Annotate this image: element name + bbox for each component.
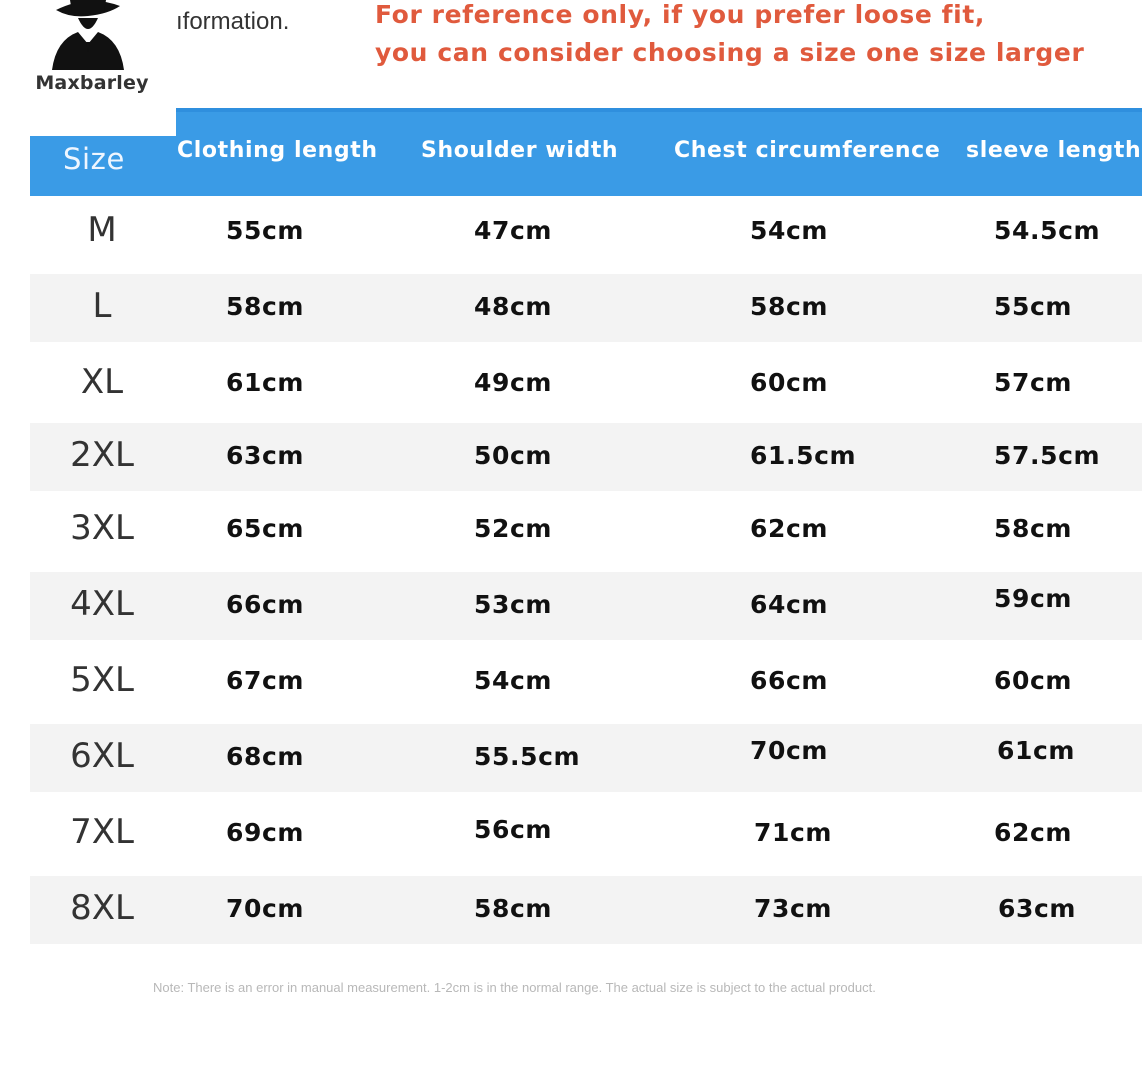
table-row — [30, 800, 1142, 868]
sleeve-length-cell: 57cm — [994, 368, 1073, 397]
size-cell: 2XL — [70, 435, 134, 475]
sleeve-length-cell: 60cm — [994, 666, 1073, 695]
shoulder-width-cell: 47cm — [474, 216, 553, 245]
clothing-length-cell: 58cm — [226, 292, 305, 321]
clothing-length-cell: 67cm — [226, 666, 305, 695]
table-row — [30, 350, 1142, 418]
clothing-length-cell: 69cm — [226, 818, 305, 847]
sleeve-length-cell: 61cm — [997, 736, 1076, 765]
size-cell: 5XL — [70, 660, 134, 700]
column-header-size: Size — [63, 142, 125, 176]
chest-circumference-cell: 71cm — [754, 818, 833, 847]
column-header-clothing-length: Clothing length — [177, 138, 378, 163]
clothing-length-cell: 70cm — [226, 894, 305, 923]
sleeve-length-cell: 59cm — [994, 584, 1073, 613]
shoulder-width-cell: 48cm — [474, 292, 553, 321]
chest-circumference-cell: 62cm — [750, 514, 829, 543]
size-cell: 4XL — [70, 584, 134, 624]
sleeve-length-cell: 58cm — [994, 514, 1073, 543]
sleeve-length-cell: 54.5cm — [994, 216, 1101, 245]
clothing-length-cell: 61cm — [226, 368, 305, 397]
sleeve-length-cell: 63cm — [998, 894, 1077, 923]
shoulder-width-cell: 53cm — [474, 590, 553, 619]
chest-circumference-cell: 66cm — [750, 666, 829, 695]
clothing-length-cell: 68cm — [226, 742, 305, 771]
table-row — [30, 274, 1142, 342]
size-cell: M — [87, 210, 117, 250]
chest-circumference-cell: 64cm — [750, 590, 829, 619]
table-row — [30, 724, 1142, 792]
size-cell: 7XL — [70, 812, 134, 852]
table-row — [30, 572, 1142, 640]
chest-circumference-cell: 58cm — [750, 292, 829, 321]
sleeve-length-cell: 57.5cm — [994, 441, 1101, 470]
brand-logo — [18, 0, 158, 100]
size-cell: XL — [80, 362, 124, 402]
size-table-header — [30, 108, 1142, 196]
clothing-length-cell: 66cm — [226, 590, 305, 619]
table-row — [30, 876, 1142, 944]
shoulder-width-cell: 55.5cm — [474, 742, 581, 771]
fit-notice-line-2: you can consider choosing a size one size larger — [375, 38, 1085, 67]
measurement-note: Note: There is an error in manual measurement. 1-2cm is in the normal range. The actual size is subject to the actual product. — [153, 980, 876, 995]
size-cell: L — [92, 286, 112, 326]
column-header-shoulder-width: Shoulder width — [421, 138, 619, 163]
size-cell: 6XL — [70, 736, 134, 776]
brand-name: Maxbarley — [35, 72, 149, 94]
gentleman-hat-icon — [48, 0, 128, 72]
clothing-length-cell: 55cm — [226, 216, 305, 245]
shoulder-width-cell: 56cm — [474, 815, 553, 844]
shoulder-width-cell: 50cm — [474, 441, 553, 470]
chest-circumference-cell: 70cm — [750, 736, 829, 765]
table-row — [30, 648, 1142, 716]
table-row — [30, 198, 1142, 266]
fit-notice-line-1: For reference only, if you prefer loose fit, — [375, 0, 985, 29]
column-header-sleeve-length: sleeve length — [966, 138, 1142, 163]
fit-notice — [375, 0, 1084, 72]
chest-circumference-cell: 54cm — [750, 216, 829, 245]
size-cell: 3XL — [70, 508, 134, 548]
clothing-length-cell: 63cm — [226, 441, 305, 470]
chest-circumference-cell: 60cm — [750, 368, 829, 397]
table-row — [30, 496, 1142, 564]
shoulder-width-cell: 52cm — [474, 514, 553, 543]
size-cell: 8XL — [70, 888, 134, 928]
sleeve-length-cell: 55cm — [994, 292, 1073, 321]
column-header-chest-circumference: Chest circumference — [674, 138, 941, 163]
chest-circumference-cell: 73cm — [754, 894, 833, 923]
sleeve-length-cell: 62cm — [994, 818, 1073, 847]
table-row — [30, 423, 1142, 491]
info-text-fragment: ıformation. — [176, 8, 290, 35]
shoulder-width-cell: 58cm — [474, 894, 553, 923]
chest-circumference-cell: 61.5cm — [750, 441, 857, 470]
clothing-length-cell: 65cm — [226, 514, 305, 543]
shoulder-width-cell: 54cm — [474, 666, 553, 695]
shoulder-width-cell: 49cm — [474, 368, 553, 397]
